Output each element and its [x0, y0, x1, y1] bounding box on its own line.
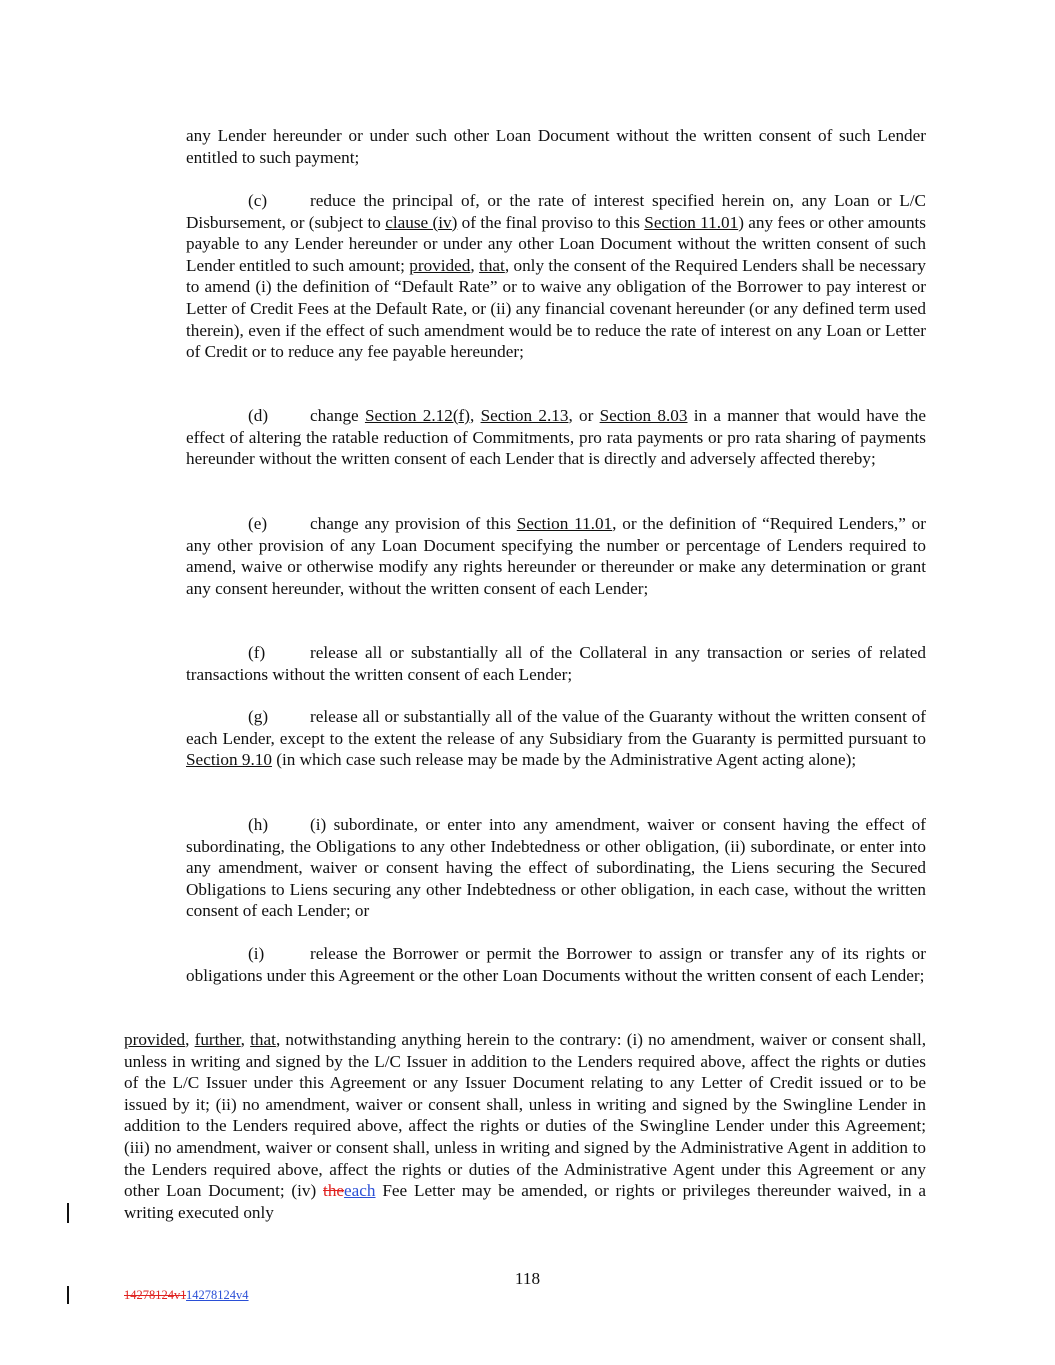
section-8-03-ref: Section 8.03	[599, 406, 688, 425]
proviso-paragraph: provided, further, that, notwithstanding anything herein to the contrary: (i) no amendment, waiver or consent shall, unless in writing and signed by the L/C Issuer in addition to the Lenders required above, affect the rights or duties of the L/C Issuer under this Agreement or any Issuer Document relating to any Letter of Credit issued or to be issued by it; (ii) no amendment, waiver or consent shall, unless in writing and signed by the Swingline Lender in addition to the Lenders required above, affect the rights or duties of the Swingline Lender under this Agreement; (iii) no amendment, waiver or consent shall, unless in writing and signed by the Administrative Agent in addition to the Lenders required above, affect the rights or duties of the Administrative Agent under this Agreement or any other Loan Document; (iv) theeach Fee Letter may be amended, or rights or privileges thereunder waived, in a writing executed only	[124, 1030, 927, 1222]
paragraph-intro	[186, 125, 926, 168]
clause-i-label: (i)	[248, 944, 265, 963]
section-2-13-ref: Section 2.13	[480, 406, 569, 425]
clause-f: (f) release all or substantially all of the Collateral in any transaction or series of related transactions without the written consent of each Lender;	[186, 643, 926, 684]
change-bar	[67, 1203, 69, 1223]
clause-d-label: (d)	[248, 406, 269, 425]
clause-h: (h) (i) subordinate, or enter into any amendment, waiver or consent having the effect of subordinating, the Obligations to any other Indebtedness or other obligation, (ii) subordinate, or enter into any amendment, waiver or consent having the effect of subordinating, the Liens securing the Secured Obligations to Liens securing any other Indebtedness or other obligation, in each case, without the written consent of each Lender; or	[186, 815, 926, 921]
clause-c: (c) reduce the principal of, or the rate of interest specified herein on, any Loan or L/C Disbursement, or (subject to clause (iv) of the final proviso to this Section 11.01) any fees or other amounts payable to any Lender hereunder or under any other Loan Document without the written consent of such Lender entitled to such amount; provided, that, only the consent of the Required Lenders shall be necessary to amend (i) the definition of “Default Rate” or to waive any obligation of the Borrower to pay interest or Letter of Credit Fees at the Default Rate, or (ii) any financial covenant hereunder (or any defined term used therein), even if the effect of such amendment would be to reduce the rate of interest on any Loan or Letter of Credit or to reduce any fee payable hereunder;	[186, 191, 927, 362]
footer-deleted-id: 14278124v1	[124, 1288, 187, 1302]
deleted-text: the	[323, 1181, 345, 1201]
provided-term-2: provided	[124, 1030, 186, 1049]
provided-term: provided	[409, 255, 471, 275]
clause-i: (i) release the Borrower or permit the Borrower to assign or transfer any of its rights or obligations under this Agreement or the other Loan Documents without the written consent of each Lender;	[186, 944, 926, 985]
section-9-10-ref: Section 9.10	[186, 750, 272, 770]
that-term-2: that	[250, 1030, 276, 1049]
inserted-text: each	[344, 1181, 376, 1201]
further-term: further	[194, 1030, 241, 1049]
clause-e-label: (e)	[248, 514, 268, 533]
clause-e: (e) change any provision of this Section 11.01, or the definition of “Required Lenders,” or any other provision of any Loan Document specifying the number or percentage of Lenders required to amend, waive or otherwise modify any rights hereunder or thereunder or make any determination or grant any consent hereunder, without the written consent of each Lender;	[186, 514, 926, 598]
section-11-01-ref: Section 11.01	[644, 212, 739, 232]
page-number: 118	[514, 1269, 541, 1288]
clause-g: (g) release all or substantially all of the value of the Guaranty without the written consent of each Lender, except to the extent the release of any Subsidiary from the Guaranty is permitted pursuant to Section 9.10 (in which case such release may be made by the Administrative Agent acting alone);	[186, 707, 926, 770]
clause-d: (d) change Section 2.12(f), Section 2.13, or Section 8.03 in a manner that would have the effect of altering the ratable reduction of Commitments, pro rata payments or pro rata sharing of payments hereunder without the written consent of each Lender that is directly and adversely affected thereby;	[186, 406, 926, 469]
that-term: that	[479, 255, 505, 275]
section-11-01-ref-e: Section 11.01	[516, 514, 613, 533]
section-2-12f-ref: Section 2.12(f)	[364, 406, 470, 425]
footer-inserted-id: 14278124v4	[186, 1288, 249, 1302]
clause-c-label: (c)	[248, 191, 268, 210]
clause-h-label: (h)	[248, 815, 269, 834]
document-id-footer	[124, 1288, 249, 1303]
clause-iv-link: clause (iv)	[385, 212, 458, 232]
clause-g-label: (g)	[248, 707, 269, 726]
intro-text: any Lender hereunder or under such other Loan Document without the written consent of such Lender entitled to such payment;	[186, 126, 926, 167]
clause-f-label: (f)	[248, 643, 266, 662]
